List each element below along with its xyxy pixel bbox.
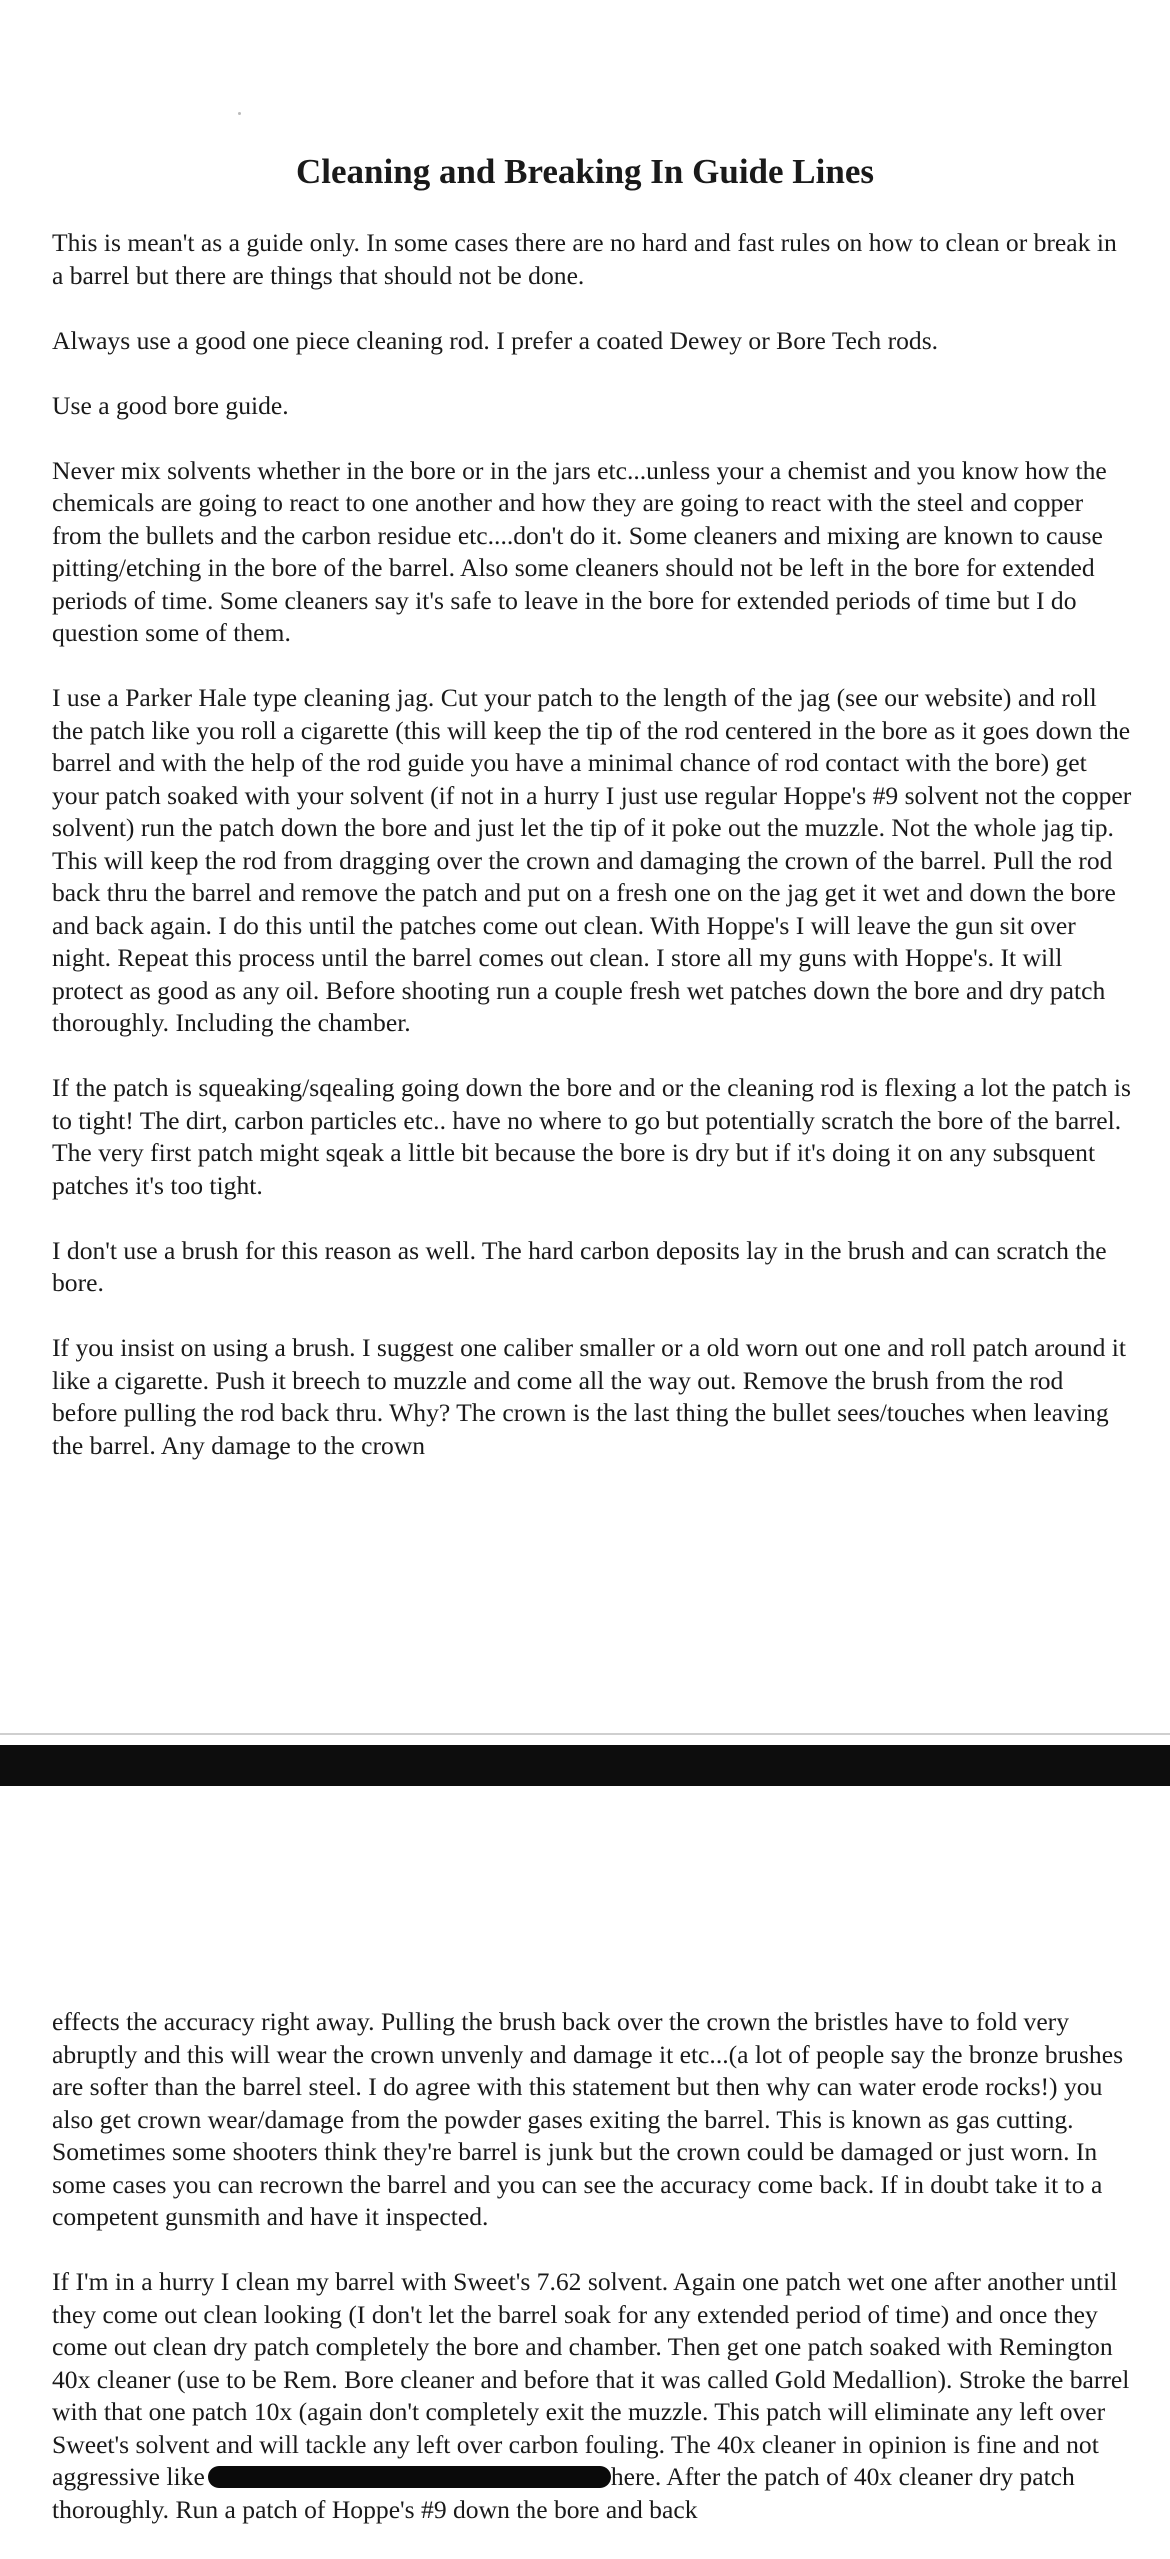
page-2-body xyxy=(52,2006,1132,2559)
page-separator xyxy=(0,1745,1170,1786)
paragraph-sweets-solvent xyxy=(52,2266,1132,2526)
document-title: Cleaning and Breaking In Guide Lines xyxy=(296,152,874,191)
paragraph-cleaning-rod: Always use a good one piece cleaning rod. I prefer a coated Dewey or Bore Tech rods. xyxy=(52,325,939,355)
paragraph-no-brush: I don't use a brush for this reason as well. The hard carbon deposits lay in the brush and can scratch the bore. xyxy=(52,1235,1107,1297)
paragraph-using-brush: If you insist on using a brush. I suggest one caliber smaller or a old worn out one and roll patch around it like a cigarette. Push it breech to muzzle and come all the way out. Remove the brush from the rod before pulling the rod back thru. Why? The crown is the last thing the bullet sees/touches when leaving the barrel. Any damage to the crown xyxy=(52,1333,1127,1460)
page-edge-line xyxy=(0,1733,1170,1735)
redaction-mark xyxy=(208,2466,611,2488)
paragraph-intro: This is mean't as a guide only. In some cases there are no hard and fast rules on how to clean or break in a barrel but there are things that should not be done. xyxy=(52,228,1117,290)
page-1-body xyxy=(52,227,1132,1495)
paragraph-text-after-redaction: here. After the patch of 40x cleaner dry patch thoroughly. Run a patch of Hoppe's #9 down the bore and back xyxy=(52,2462,1075,2524)
paragraph-tight-patch: If the patch is squeaking/sqealing going down the bore and or the cleaning rod is flexing a lot the patch is to tight! The dirt, carbon particles etc.. have no where to go but potentially scratch the bore of the barrel. The very first patch might sqeak a little bit because the bore is dry but if it's doing it on any subsquent patches it's too tight. xyxy=(52,1073,1131,1200)
paragraph-bore-guide: Use a good bore guide. xyxy=(52,390,289,420)
scan-speck xyxy=(238,112,241,115)
paragraph-solvents: Never mix solvents whether in the bore or in the jars etc...unless your a chemist and you know how the chemicals are going to react to one another and how they are going to react with the steel and copper from the bullets and the carbon residue etc....don't do it. Some cleaners and mixing are known to cause pitting/etching in the bore of the barrel. Also some cleaners should not be left in the bore for extended periods of time. Some cleaners say it's safe to leave in the bore for extended periods of time but I do question some of them. xyxy=(52,455,1107,647)
paragraph-text-before-redaction: If I'm in a hurry I clean my barrel with Sweet's 7.62 solvent. Again one patch wet one after another until they come out clean looking (I don't let the barrel soak for any extended period of time) and once they come out clean dry patch completely the bore and chamber. Then get one patch soaked with Remington 40x cleaner (use to be Rem. Bore cleaner and before that it was called Gold Medallion). Stroke the barrel with that one patch 10x (again don't completely exit the muzzle. This patch will eliminate any left over Sweet's solvent and will tackle any left over carbon fouling. The 40x cleaner in opinion is fine and not aggressive like xyxy=(52,2267,1130,2491)
paragraph-crown-damage: effects the accuracy right away. Pulling the brush back over the crown the bristles have to fold very abruptly and this will wear the crown unvenly and damage it etc...(a lot of people say the bronze brushes are softer than the barrel steel. I do agree with this statement but then why can water erode rocks!) you also get crown wear/damage from the powder gases exiting the barrel. This is known as gas cutting. Sometimes some shooters think they're barrel is junk but the crown could be damaged or just worn. In some cases you can recrown the barrel and you can see the accuracy come back. If in doubt take it to a competent gunsmith and have it inspected. xyxy=(52,2007,1124,2231)
paragraph-cleaning-jag: I use a Parker Hale type cleaning jag. Cut your patch to the length of the jag (see our website) and roll the patch like you roll a cigarette (this will keep the tip of the rod centered in the bore as it goes down the barrel and with the help of the rod guide you have a minimal chance of rod contact with the bore) get your patch soaked with your solvent (if not in a hurry I just use regular Hoppe's #9 solvent not the copper solvent) run the patch down the bore and just let the tip of it poke out the muzzle. Not the whole jag tip. This will keep the rod from dragging over the crown and damaging the crown of the barrel. Pull the rod back thru the barrel and remove the patch and put on a fresh one on the jag get it wet and down the bore and back again. I do this until the patches come out clean. With Hoppe's I will leave the gun sit over night. Repeat this process until the barrel comes out clean. I store all my guns with Hoppe's. It will protect as good as any oil. Before shooting run a couple fresh wet patches down the bore and dry patch thoroughly. Including the chamber. xyxy=(52,683,1132,1037)
